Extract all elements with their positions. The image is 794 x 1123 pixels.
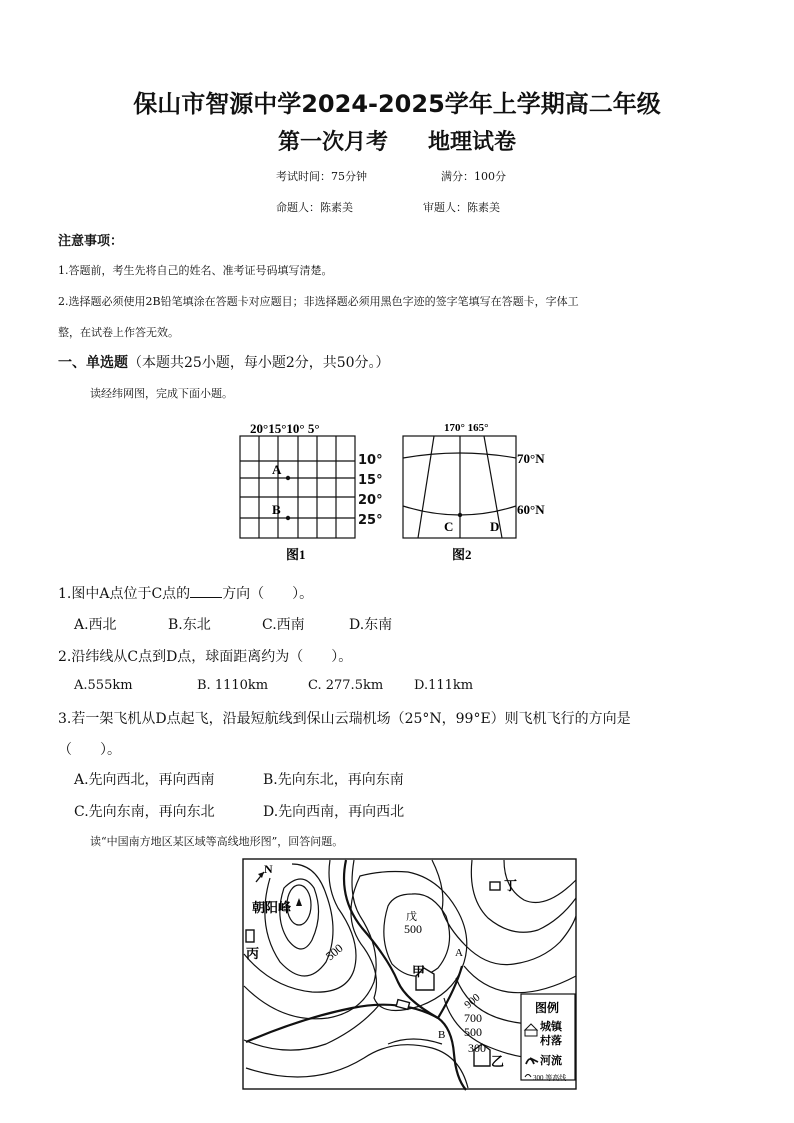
point-a-label: A (455, 947, 463, 959)
figure-1-lat-labels (358, 451, 383, 531)
north-label: N (264, 862, 273, 876)
elevation-500-left: 500 (322, 940, 346, 964)
elevation-300: 300 (468, 1041, 486, 1055)
place-ding-label: 丁 (504, 878, 518, 893)
question-1-option-b[interactable]: B.东北 (168, 617, 211, 633)
figure-2-lat-60: 60°N (517, 502, 545, 517)
figure-1-lat-25: 25° (358, 513, 383, 528)
notes-heading: 注意事项： (58, 234, 124, 249)
question-1-stem-part-a: 1.图中A点位于C点的 (58, 586, 191, 602)
figure-1-label-a: A (272, 462, 282, 477)
village-bing-icon (246, 930, 254, 942)
exam-title-line2 (0, 125, 794, 156)
figure-2-point-c-dot (458, 513, 462, 517)
exam-title-line1: 保山市智源中学2024-2025学年上学期高二年级 (133, 90, 661, 118)
question-1-option-d[interactable]: D.东南 (349, 617, 393, 633)
place-bing-label: 丙 (246, 946, 260, 961)
elevation-700: 700 (464, 1011, 482, 1025)
notes-item-2-line2: 整，在试卷上作答无效。 (58, 326, 179, 339)
figure-1-lat-20: 20° (358, 493, 383, 508)
place-jia-label: 甲 (412, 964, 426, 979)
question-2-option-c[interactable]: C. 277.5km (308, 678, 384, 693)
section-desc: （本题共25小题，每小题2分，共50分。） (128, 355, 390, 371)
question-1-stem (58, 583, 313, 603)
question-3-option-b[interactable]: B.先向东北，再向东南 (263, 772, 404, 788)
elevation-500-right: 500 (464, 1025, 482, 1039)
question-1-stem-part-b: 方向（ ）。 (222, 586, 314, 602)
question-2-option-a[interactable]: A.555km (74, 678, 133, 693)
legend-river: 河流 (540, 1055, 562, 1067)
place-yi-label: 乙 (491, 1054, 505, 1069)
question-2-option-b[interactable]: B. 1110km (197, 678, 269, 693)
figure-1-lat-10: 10° (358, 453, 383, 468)
section-title: 一、单选题 (58, 355, 128, 371)
section-heading (58, 352, 390, 372)
notes-item-2-line1: 2.选择题必须使用2B铅笔填涂在答题卡对应题目；非选择题必须用黑色字迹的签字笔填写在答题卡，字体工 (58, 295, 579, 308)
legend-title: 图例 (535, 1001, 560, 1015)
reviewer: 审题人：陈素美 (423, 201, 500, 214)
contour-map (242, 858, 578, 1092)
legend-town: 城镇 (540, 1021, 562, 1033)
peak-label: 朝阳峰 (252, 900, 292, 915)
answer-blank[interactable] (190, 585, 222, 598)
point-b-label: B (438, 1029, 446, 1041)
elevation-900: 900 (462, 991, 483, 1012)
full-score: 满分：100分 (441, 170, 506, 183)
figure-1-label-b: B (272, 502, 281, 517)
village-ding-icon (490, 882, 500, 890)
figure-1-top-labels: 20°15°10° 5° (250, 421, 320, 436)
place-wu-label: 戊 (406, 911, 417, 923)
intro-contour-map: 读“中国南方地区某区域等高线地形图”，回答问题。 (90, 835, 344, 848)
figure-2-label-c: C (444, 519, 454, 534)
author: 命题人：陈素美 (276, 201, 353, 214)
question-3-stem-line2: （ ）。 (58, 742, 121, 758)
notes-item-1: 1.答题前，考生先将自己的姓名、准考证号码填写清楚。 (58, 264, 333, 277)
question-3-option-c[interactable]: C.先向东南，再向东北 (74, 804, 215, 820)
figure-1-grid (236, 418, 366, 566)
exam-time: 考试时间：75分钟 (276, 170, 367, 183)
figure-1-lat-15: 15° (358, 473, 383, 488)
intro-latlong: 读经纬网图，完成下面小题。 (90, 387, 233, 400)
question-3-option-a[interactable]: A.先向西北，再向西南 (74, 772, 215, 788)
figure-1-caption: 图1 (286, 547, 306, 562)
question-2-option-d[interactable]: D.111km (414, 678, 474, 693)
figure-2-label-d: D (490, 519, 500, 534)
figure-2-caption: 图2 (452, 547, 472, 562)
elevation-500-top: 500 (404, 922, 422, 936)
question-3-stem-line1: 3.若一架飞机从D点起飞，沿最短航线到保山云瑞机场（25°N，99°E）则飞机飞行的方向是 (58, 711, 631, 727)
figure-1-point-b-dot (286, 516, 290, 520)
legend-contour: 300 等高线 (533, 1074, 567, 1082)
question-2-stem: 2.沿纬线从C点到D点，球面距离约为（ ）。 (58, 649, 353, 665)
legend-village: 村落 (540, 1035, 562, 1047)
question-1-option-a[interactable]: A.西北 (74, 617, 117, 633)
figure-2-lat-70: 70°N (517, 451, 545, 466)
figure-2-polar-grid (400, 418, 560, 566)
question-3-option-d[interactable]: D.先向西南，再向西北 (263, 804, 405, 820)
figure-1-point-a-dot (286, 476, 290, 480)
legend (521, 994, 575, 1082)
question-1-option-c[interactable]: C.西南 (262, 617, 305, 633)
exam-title-part-b: 地理试卷 (428, 130, 517, 155)
exam-title-part-a: 第一次月考 (277, 130, 388, 155)
figure-2-top-labels: 170° 165° (444, 422, 489, 434)
